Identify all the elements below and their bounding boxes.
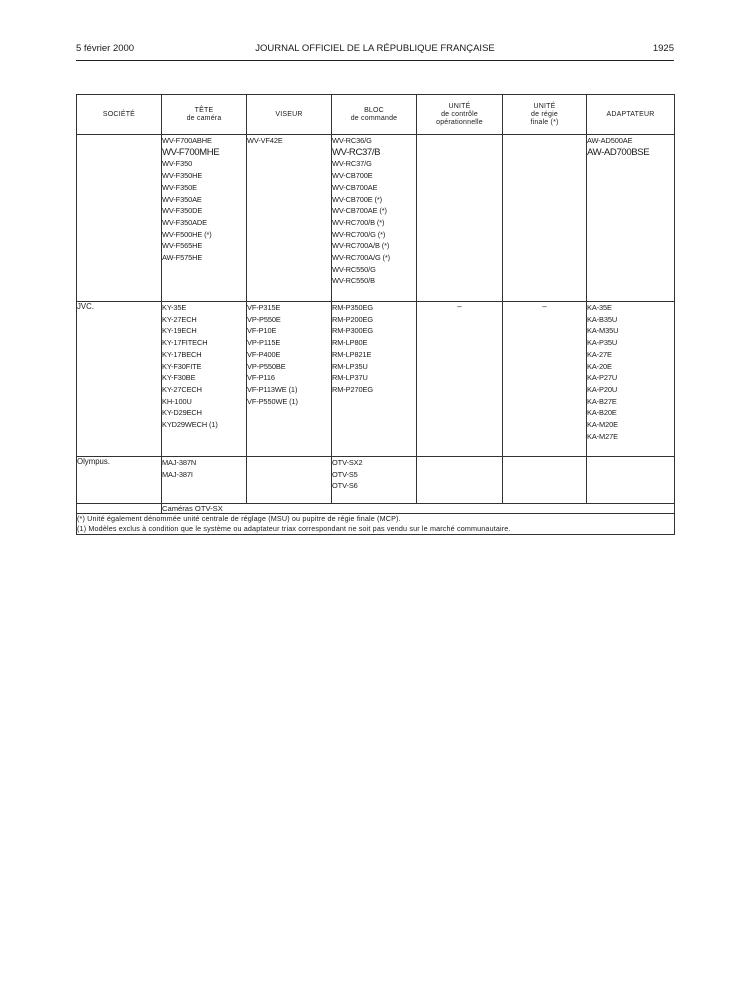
list-item: VP-P550E: [247, 314, 281, 324]
cell-tete: [162, 457, 247, 504]
list-item: KY-F30FITE: [162, 361, 202, 371]
list-item: WV-F350AE: [162, 194, 202, 204]
list-item: WV-CB700E (*): [332, 194, 383, 204]
list-item: KA-M20E: [587, 420, 618, 430]
list-item: VF-P116: [247, 373, 275, 383]
list-item: RM-P350EG: [332, 303, 373, 312]
list-item: KY-F30BE: [162, 373, 196, 383]
cell-unite-controle: [417, 457, 503, 504]
list-item: VF-P113WE (1): [247, 384, 298, 394]
cell-unite-regie: [503, 135, 587, 302]
cell-viseur: [247, 135, 332, 302]
cell-bloc: [332, 457, 417, 504]
equipment-table: [76, 94, 675, 535]
list-item: WV-CB700AE (*): [332, 206, 387, 216]
list-item: MAJ-387I: [162, 469, 193, 479]
cell-tete: [162, 302, 247, 457]
list-item: WV-F700ABHE: [162, 136, 212, 145]
list-item: OTV-S6: [332, 481, 358, 491]
list-item: VF-P400E: [247, 349, 281, 359]
cell-viseur: [247, 457, 332, 504]
cell-viseur: [247, 302, 332, 457]
notes-row: [77, 514, 675, 535]
list-item: RM-P200EG: [332, 314, 373, 324]
list-item: KA-M27E: [587, 431, 618, 441]
col-header-societe: SOCIÉTÉ: [77, 95, 162, 135]
cell-unite-regie: –: [503, 302, 587, 457]
cell-unite-controle: –: [417, 302, 503, 457]
list-item: WV-F350E: [162, 182, 197, 192]
list-item: RM-P270EG: [332, 384, 373, 394]
list-item: KH-100U: [162, 396, 192, 406]
cell-bloc: [332, 135, 417, 302]
list-item: KY-35E: [162, 303, 187, 312]
list-item: WV-F700MHE: [162, 146, 220, 158]
list-item: AW-F575HE: [162, 253, 203, 263]
list-item: WV-F500HE (*): [162, 229, 212, 239]
list-item: KA-35E: [587, 303, 612, 312]
list-item: RM-P300EG: [332, 326, 373, 336]
list-item: RM-LP35U: [332, 361, 368, 371]
cell-societe: JVC.: [77, 302, 162, 457]
list-item: VF-P315E: [247, 303, 281, 312]
list-item: KA-P27U: [587, 373, 618, 383]
list-item: KYD29WECH (1): [162, 420, 218, 430]
list-item: KY-19ECH: [162, 326, 197, 336]
list-item: WV-RC37/B: [332, 146, 381, 158]
list-item: KA-20E: [587, 361, 612, 371]
cell-adaptateur: [587, 457, 675, 504]
footnote-asterisk: (*) Unité également dénommée unité centrale de réglage (MSU) ou pupitre de régie finale (MCP).: [77, 514, 401, 523]
list-item: KY-17FITECH: [162, 338, 208, 348]
table-row: [77, 302, 675, 457]
col-header-viseur: VISEUR: [247, 95, 332, 135]
col-header-adaptateur: ADAPTATEUR: [587, 95, 675, 135]
list-item: VF-P10E: [247, 326, 277, 336]
list-item: WV-VF42E: [247, 136, 283, 145]
col-header-tete: TÊTE de caméra: [162, 95, 247, 135]
list-item: WV-RC700A/G (*): [332, 253, 391, 263]
list-item: MAJ-387N: [162, 458, 197, 467]
header-rule: [76, 60, 674, 61]
table-row: [77, 135, 675, 302]
list-item: KA-27E: [587, 349, 612, 359]
footnotes: [77, 514, 675, 535]
list-item: RM-LP80E: [332, 338, 368, 348]
cell-bloc: [332, 302, 417, 457]
list-item: VF-P550WE (1): [247, 396, 298, 406]
cell-societe: Olympus.: [77, 457, 162, 504]
table-row: [77, 457, 675, 504]
list-item: KA-P20U: [587, 384, 618, 394]
list-item: WV-RC550/G: [332, 264, 376, 274]
list-item: AW-AD700BSE: [587, 146, 650, 158]
list-item: WV-F350HE: [162, 171, 203, 181]
sub-label-row: [77, 504, 675, 514]
list-item: WV-RC550/B: [332, 276, 375, 286]
list-item: WV-F350DE: [162, 206, 203, 216]
table-header-row: [77, 95, 675, 135]
list-item: WV-RC37/G: [332, 159, 372, 169]
col-header-unite-controle: UNITÉ de contrôle opérationnelle: [417, 95, 503, 135]
list-item: VP-P550BE: [247, 361, 286, 371]
list-item: WV-CB700E: [332, 171, 373, 181]
page-number: 1925: [652, 43, 674, 54]
list-item: KY-27ECH: [162, 314, 197, 324]
cell-tete: [162, 135, 247, 302]
list-item: RM-LP821E: [332, 349, 372, 359]
cell-societe: [77, 135, 162, 302]
list-item: WV-RC700/B (*): [332, 217, 385, 227]
list-item: WV-RC700/G (*): [332, 229, 386, 239]
list-item: WV-F565HE: [162, 241, 203, 251]
list-item: KA-B27E: [587, 396, 617, 406]
cell-adaptateur: [587, 302, 675, 457]
cameras-otv-sx-label: Caméras OTV-SX: [162, 504, 675, 514]
footnote-one: (1) Modèles exclus à condition que le système ou adaptateur triax correspondant ne soit pas vendu sur le marché communautaire.: [77, 524, 511, 534]
cell-unite-controle: [417, 135, 503, 302]
list-item: WV-RC36/G: [332, 136, 372, 145]
list-item: OTV-SX2: [332, 458, 363, 467]
list-item: KA-B35U: [587, 314, 618, 324]
list-item: WV-F350: [162, 159, 193, 169]
journal-title: JOURNAL OFFICIEL DE LA RÉPUBLIQUE FRANÇAISE: [255, 43, 495, 54]
list-item: WV-RC700A/B (*): [332, 241, 390, 251]
list-item: KA-P35U: [587, 338, 618, 348]
list-item: KA-M35U: [587, 326, 619, 336]
cell-adaptateur: [587, 135, 675, 302]
list-item: KY-27CECH: [162, 384, 202, 394]
col-header-bloc: BLOC de commande: [332, 95, 417, 135]
list-item: OTV-S5: [332, 469, 358, 479]
cell-empty: [77, 504, 162, 514]
list-item: KA-B20E: [587, 408, 617, 418]
list-item: WV-F350ADE: [162, 217, 207, 227]
list-item: KY-17BECH: [162, 349, 202, 359]
list-item: AW-AD500AE: [587, 136, 633, 145]
cell-unite-regie: [503, 457, 587, 504]
list-item: KY-D29ECH: [162, 408, 202, 418]
page-header: [76, 43, 674, 57]
header-date: 5 février 2000: [76, 43, 135, 54]
list-item: VP-P115E: [247, 338, 281, 348]
list-item: RM-LP37U: [332, 373, 368, 383]
col-header-unite-regie: UNITÉ de régie finale (*): [503, 95, 587, 135]
list-item: WV-CB700AE: [332, 182, 378, 192]
